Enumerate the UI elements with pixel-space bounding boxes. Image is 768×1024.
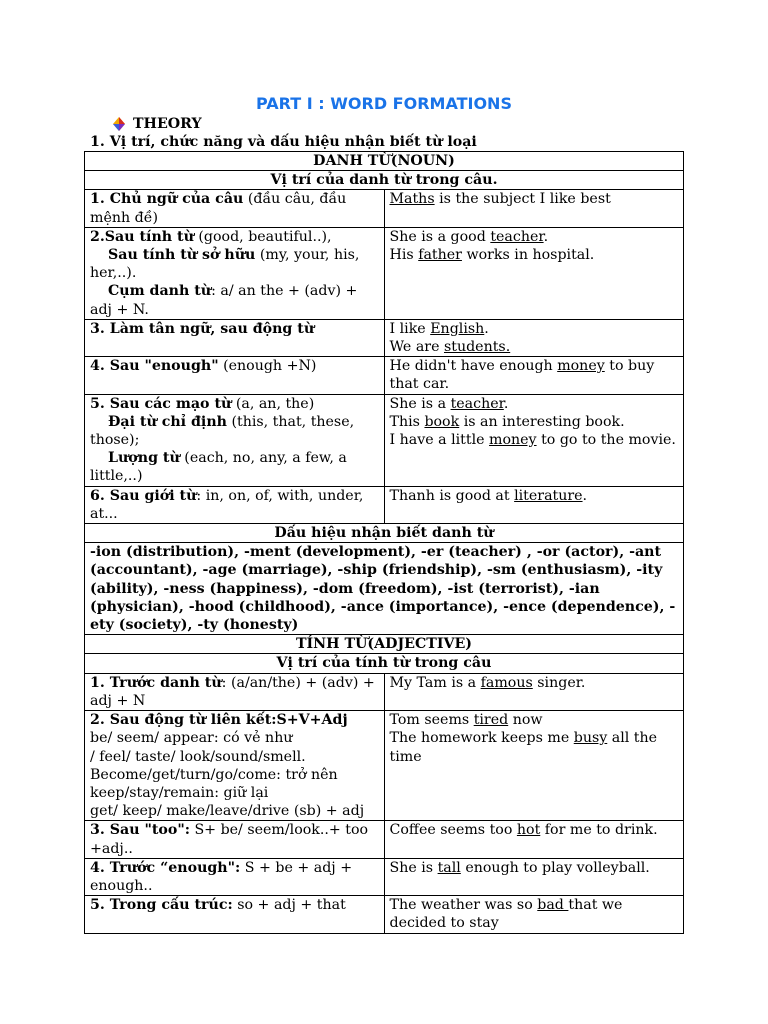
noun-rule-3: 3. Làm tân ngữ, sau động từ	[85, 319, 385, 356]
noun-example-6: Thanh is good at literature.	[384, 486, 684, 523]
table-row	[85, 673, 684, 710]
section-heading: 1. Vị trí, chức năng và dấu hiệu nhận biết từ loại	[90, 134, 477, 150]
adj-rule-3: 3. Sau "too": S+ be/ seem/look..+ too +adj..	[85, 821, 385, 858]
adj-example-3: Coffee seems too hot for me to drink.	[384, 821, 684, 858]
adj-rule-2: 2. Sau động từ liên kết:S+V+Adj be/ seem/ appear: có vẻ như / feel/ taste/ look/sound/smell. Become/get/turn/go/come: trở nên keep/stay/remain: giữ lại get/ keep/ make/leave/drive (sb) + adj	[85, 711, 385, 821]
table-row	[85, 171, 684, 190]
table-row	[85, 524, 684, 543]
table-row	[85, 543, 684, 635]
noun-example-5: She is a teacher. This book is an interesting book. I have a little money to go to the movie.	[384, 394, 684, 486]
table-row	[85, 821, 684, 858]
theory-label: THEORY	[133, 116, 202, 132]
noun-header: DANH TỪ(NOUN)	[85, 152, 684, 171]
table-row	[85, 357, 684, 394]
table-row	[85, 896, 684, 933]
noun-example-2: She is a good teacher. His father works in hospital.	[384, 227, 684, 319]
noun-signs-header: Dấu hiệu nhận biết danh từ	[85, 524, 684, 543]
page-title: PART I : WORD FORMATIONS	[256, 94, 512, 113]
theory-heading	[113, 115, 202, 133]
noun-rule-5: 5. Sau các mạo từ (a, an, the) Đại từ chỉ định (this, that, these, those); Lượng từ (each, no, any, a few, a little,..)	[85, 394, 385, 486]
table-row	[85, 227, 684, 319]
table-row	[85, 319, 684, 356]
adj-position-header: Vị trí của tính từ trong câu	[85, 654, 684, 673]
table-row	[85, 635, 684, 654]
table-row	[85, 486, 684, 523]
noun-rule-2: 2.Sau tính từ (good, beautiful..), Sau tính từ sở hữu (my, your, his, her,..). Cụm danh từ: a/ an the + (adv) + adj + N.	[85, 227, 385, 319]
table-row	[85, 711, 684, 821]
adj-example-5: The weather was so bad that we decided to stay	[384, 896, 684, 933]
adj-rule-5: 5. Trong cấu trúc: so + adj + that	[85, 896, 385, 933]
adj-header: TÍNH TỪ(ADJECTIVE)	[85, 635, 684, 654]
table-row	[85, 190, 684, 227]
table-row	[85, 858, 684, 895]
adj-example-2: Tom seems tired now The homework keeps me busy all the time	[384, 711, 684, 821]
noun-position-header: Vị trí của danh từ trong câu.	[85, 171, 684, 190]
table-row	[85, 394, 684, 486]
adj-example-1: My Tam is a famous singer.	[384, 673, 684, 710]
noun-example-1: Maths is the subject I like best	[384, 190, 684, 227]
word-formation-table	[84, 151, 684, 934]
noun-example-3: I like English. We are students.	[384, 319, 684, 356]
noun-rule-4: 4. Sau "enough" (enough +N)	[85, 357, 385, 394]
noun-example-4: He didn't have enough money to buy that car.	[384, 357, 684, 394]
table-row	[85, 654, 684, 673]
diamond-bullet-icon	[113, 117, 125, 131]
table-row	[85, 152, 684, 171]
noun-rule-6: 6. Sau giới từ: in, on, of, with, under, at...	[85, 486, 385, 523]
adj-rule-4: 4. Trước “enough": S + be + adj + enough..	[85, 858, 385, 895]
noun-signs-text: -ion (distribution), -ment (development), -er (teacher) , -or (actor), -ant (accountant), -age (marriage), -ship (friendship), -sm (enthusiasm), -ity (ability), -ness (happiness), -dom (freedom), -ist (terrorist), -ian (physician), -hood (childhood), -ance (importance), -ence (dependence), -ety (society), -ty (honesty)	[85, 543, 684, 635]
adj-rule-1: 1. Trước danh từ: (a/an/the) + (adv) + adj + N	[85, 673, 385, 710]
noun-rule-1: 1. Chủ ngữ của câu (đầu câu, đầu mệnh đề)	[85, 190, 385, 227]
adj-example-4: She is tall enough to play volleyball.	[384, 858, 684, 895]
